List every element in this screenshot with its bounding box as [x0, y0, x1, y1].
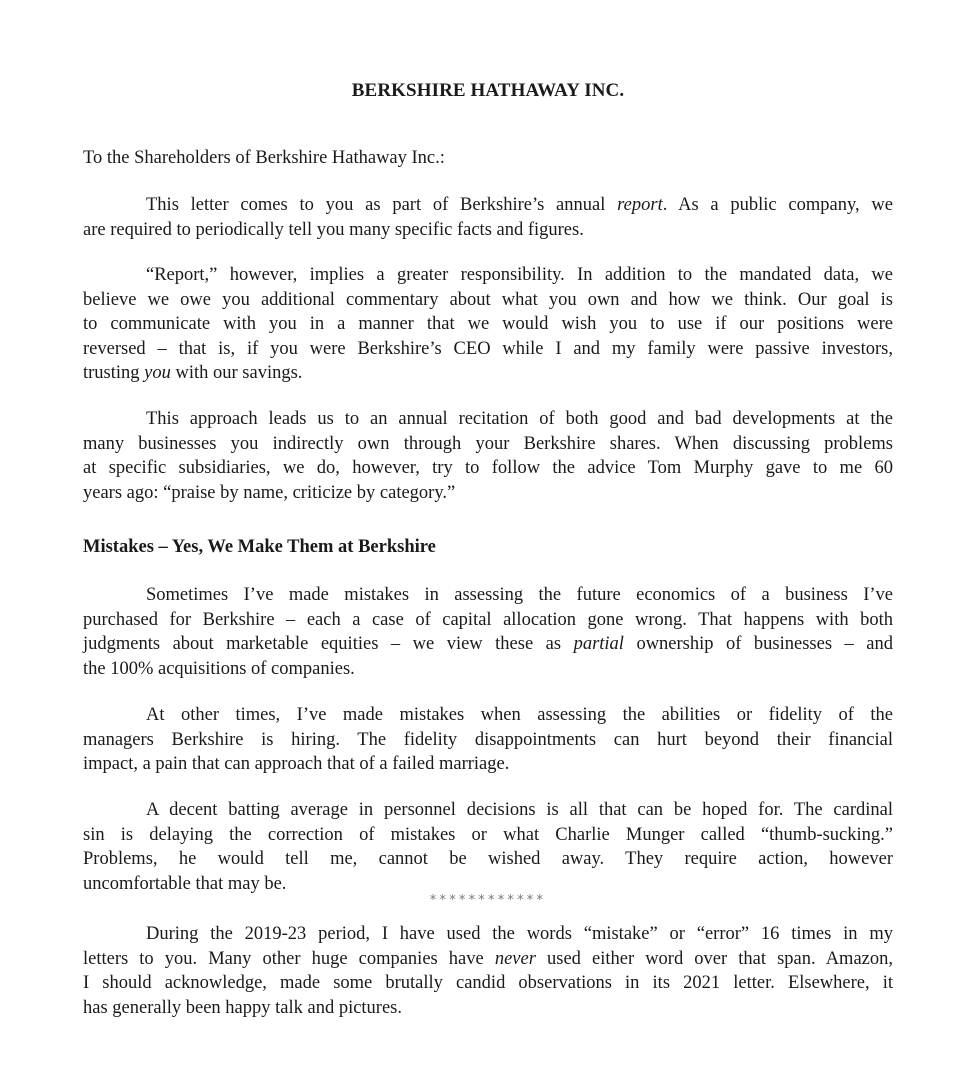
text-line	[83, 752, 893, 777]
text-run: . As a public company, we	[662, 195, 893, 215]
text-line	[83, 193, 893, 218]
text-run: to communicate with you in a manner that we would wish you to use if our positions were	[83, 314, 893, 335]
text-line	[83, 996, 893, 1021]
text-line	[83, 657, 893, 682]
text-run: Sometimes I’ve made mistakes in assessing the future economics of a business I’ve	[146, 585, 893, 605]
paragraph-report-responsibility	[83, 263, 893, 386]
section-separator: ************	[429, 893, 547, 908]
text-run: At other times, I’ve made mistakes when assessing the abilities or fidelity of the	[146, 705, 893, 725]
text-run: This letter comes to you as part of Berkshire’s annual	[146, 195, 618, 215]
text-run: A decent batting average in personnel decisions is all that can be hoped for. The cardinal	[146, 800, 893, 820]
paragraph-business-mistakes	[83, 583, 893, 681]
text-line	[83, 218, 893, 243]
text-line	[83, 798, 893, 823]
text-run: are required to periodically tell you many specific facts and figures.	[83, 219, 584, 240]
text-line	[83, 847, 893, 872]
paragraph-annual-report	[83, 193, 893, 242]
text-run: Problems, he would tell me, cannot be wished away. They require action, however	[83, 849, 893, 870]
text-run: purchased for Berkshire – each a case of capital allocation gone wrong. That happens with both	[83, 609, 893, 630]
paragraph-mistake-count	[83, 922, 893, 1020]
text-line	[83, 432, 893, 457]
text-line	[83, 288, 893, 313]
paragraph-manager-mistakes	[83, 703, 893, 777]
text-run: “Report,” however, implies a greater responsibility. In addition to the mandated data, we	[146, 265, 893, 285]
text-line	[83, 947, 893, 972]
paragraph-approach	[83, 407, 893, 505]
text-run: This approach leads us to an annual recitation of both good and bad developments at the	[146, 409, 893, 429]
text-run: trusting	[83, 363, 145, 384]
text-run: sin is delaying the correction of mistakes or what Charlie Munger called “thumb-sucking.”	[83, 824, 893, 845]
text-line	[83, 263, 893, 288]
text-line	[83, 922, 893, 947]
text-run: ownership of businesses – and	[623, 634, 893, 655]
text-run: has generally been happy talk and pictures.	[83, 997, 403, 1018]
text-line	[83, 361, 893, 386]
text-run: believe we owe you additional commentary about what you own and how we think. Our goal is	[83, 289, 893, 310]
text-run: reversed – that is, if you were Berkshire’s CEO while I and my family were passive investors,	[83, 338, 893, 359]
text-run: During the 2019-23 period, I have used the words “mistake” or “error” 16 times in my	[146, 924, 893, 944]
text-line	[83, 823, 893, 848]
emphasized-text: report	[617, 195, 663, 215]
text-run: many businesses you indirectly own through your Berkshire shares. When discussing problems	[83, 433, 893, 454]
document-title: BERKSHIRE HATHAWAY INC.	[351, 80, 625, 101]
text-line	[83, 456, 893, 481]
text-run: with our savings.	[170, 363, 303, 384]
emphasized-text: never	[494, 948, 536, 969]
text-run: the 100% acquisitions of companies.	[83, 658, 355, 679]
emphasized-text: partial	[573, 634, 624, 655]
text-run: judgments about marketable equities – we view these as	[83, 634, 574, 655]
paragraph-batting-average	[83, 798, 893, 896]
text-run: managers Berkshire is hiring. The fidelity disappointments can hurt beyond their financial	[83, 729, 893, 750]
text-line	[83, 608, 893, 633]
text-run: years ago: “praise by name, criticize by category.”	[83, 482, 456, 503]
text-run: uncomfortable that may be.	[83, 873, 287, 894]
text-line	[83, 971, 893, 996]
text-run: letters to you. Many other huge companies have	[83, 948, 495, 969]
text-line	[83, 481, 893, 506]
text-line	[83, 407, 893, 432]
text-line	[83, 583, 893, 608]
text-run: used either word over that span. Amazon,	[535, 948, 893, 969]
text-line	[83, 337, 893, 362]
text-line	[83, 728, 893, 753]
salutation: To the Shareholders of Berkshire Hathaway Inc.:	[83, 148, 445, 168]
emphasized-text: you	[144, 363, 171, 384]
text-run: at specific subsidiaries, we do, however, try to follow the advice Tom Murphy gave to me 60	[83, 458, 893, 479]
section-heading-mistakes: Mistakes – Yes, We Make Them at Berkshire	[83, 537, 436, 557]
text-line	[83, 632, 893, 657]
text-run: impact, a pain that can approach that of a failed marriage.	[83, 754, 510, 775]
text-run: I should acknowledge, made some brutally candid observations in its 2021 letter. Elsewhere, it	[83, 973, 893, 994]
text-line	[83, 312, 893, 337]
text-line	[83, 703, 893, 728]
